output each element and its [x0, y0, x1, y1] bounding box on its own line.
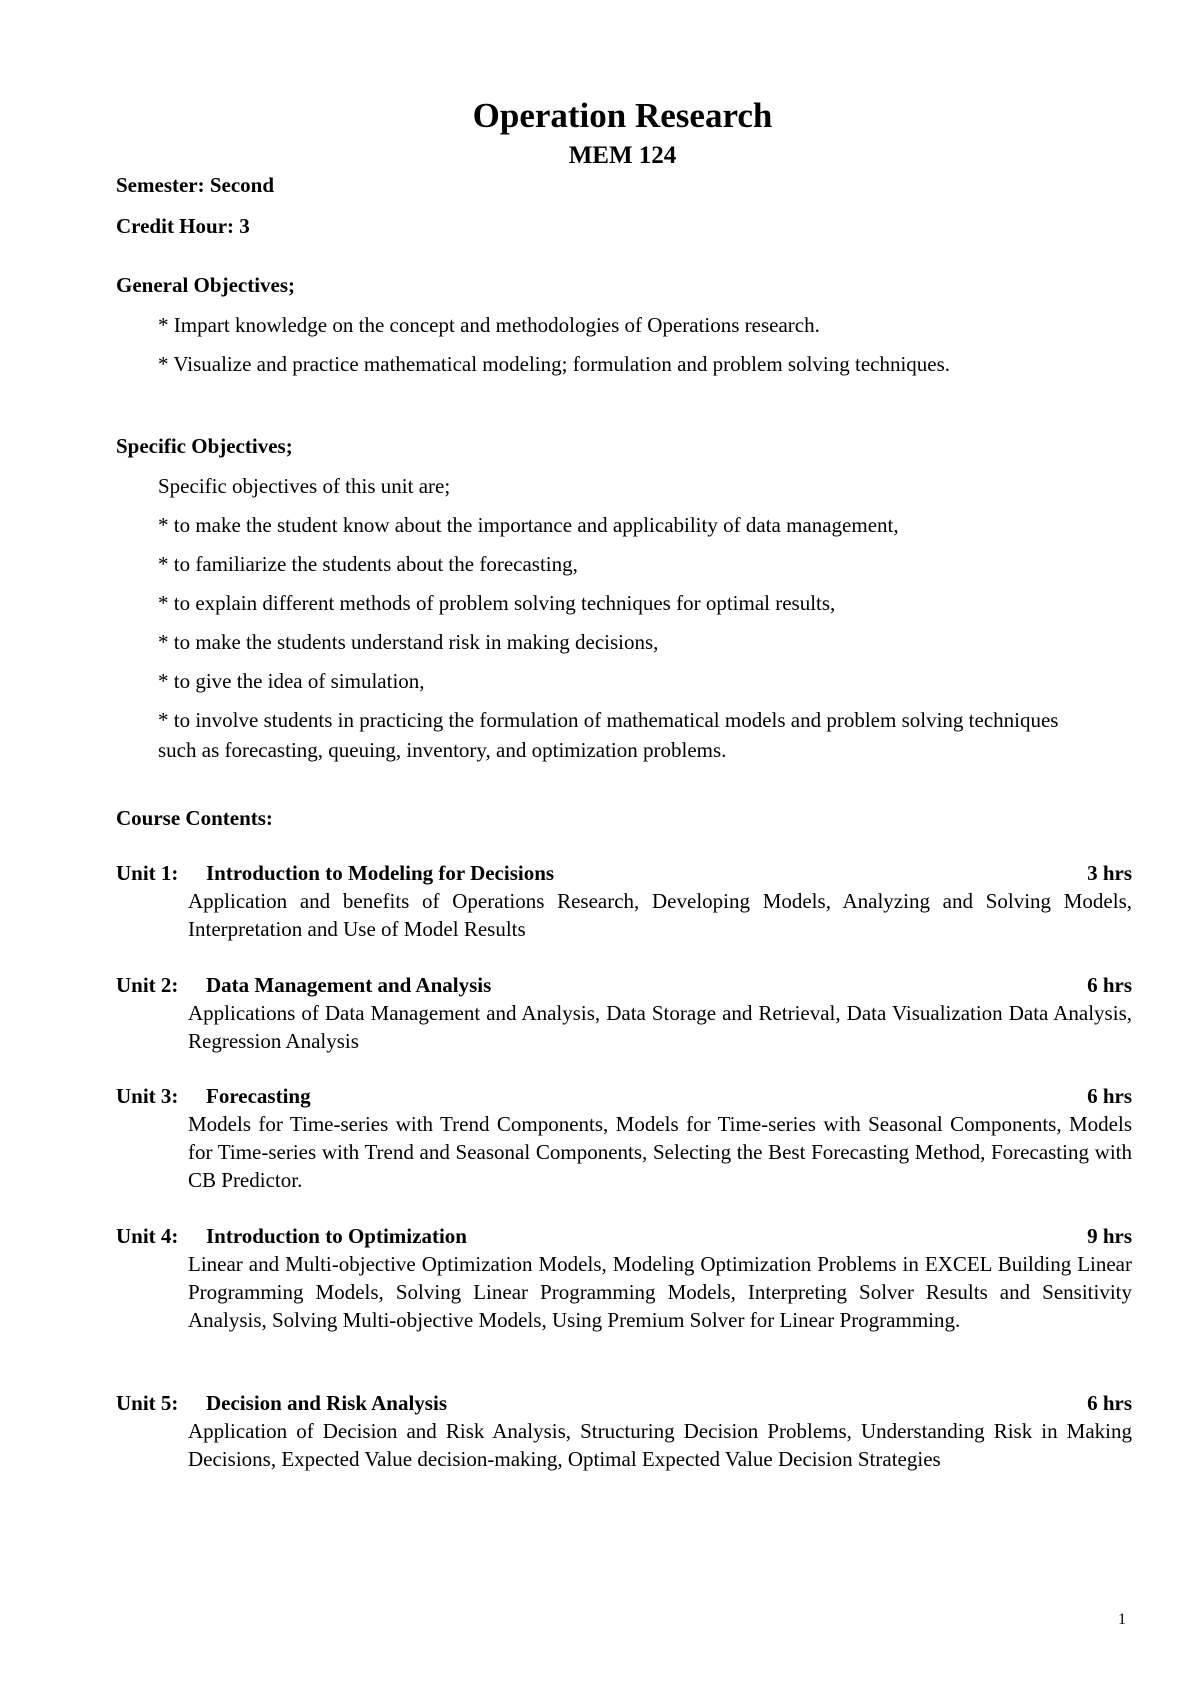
unit-title: Forecasting [206, 1084, 311, 1108]
unit-hours: 9 hrs [1087, 1224, 1132, 1248]
unit-label: Unit 4: [116, 1224, 179, 1248]
unit-hours: 6 hrs [1087, 1391, 1132, 1415]
unit-description: Models for Time-series with Trend Components, Models for Time-series with Seasonal Components, Models for Time-series with Trend and Seasonal Components, Selecting the Best Forecasting Method, Forecasting with CB Predictor. [188, 1112, 1132, 1192]
unit-header [116, 1389, 1132, 1417]
unit-hours: 6 hrs [1087, 1084, 1132, 1108]
general-objectives-heading: General Objectives; [116, 273, 296, 297]
unit-block [116, 1389, 1132, 1473]
unit-description: Application of Decision and Risk Analysis, Structuring Decision Problems, Understanding Risk in Making Decisions, Expected Value decision-making, Optimal Expected Value Decision Strategies [188, 1419, 1132, 1471]
unit-block [116, 1222, 1132, 1334]
page-title: Operation Research [472, 96, 773, 135]
general-objective-item: * Impart knowledge on the concept and methodologies of Operations research. [158, 313, 820, 337]
page-number: 1 [1118, 1611, 1126, 1628]
unit-block [116, 1082, 1132, 1194]
unit-description: Linear and Multi-objective Optimization Models, Modeling Optimization Problems in EXCEL Building Linear Programming Models, Solving Linear Programming Models, Interpreting Solver Results and Sensitivity Analysis, Solving Multi-objective Models, Using Premium Solver for Linear Programming. [188, 1252, 1132, 1332]
unit-label: Unit 1: [116, 861, 179, 885]
specific-objective-item: * to give the idea of simulation, [158, 669, 425, 693]
course-contents-heading: Course Contents: [116, 806, 273, 830]
general-objective-item: * Visualize and practice mathematical modeling; formulation and problem solving techniques. [158, 352, 951, 376]
specific-objectives-heading: Specific Objectives; [116, 434, 293, 458]
unit-label: Unit 3: [116, 1084, 179, 1108]
unit-hours: 6 hrs [1087, 973, 1132, 997]
unit-label: Unit 2: [116, 973, 179, 997]
unit-title: Decision and Risk Analysis [206, 1391, 447, 1415]
unit-header [116, 1082, 1132, 1110]
course-code: MEM 124 [568, 142, 677, 169]
unit-hours: 3 hrs [1087, 861, 1132, 885]
specific-objective-item: * to make the student know about the importance and applicability of data management, [158, 513, 899, 537]
unit-title: Introduction to Modeling for Decisions [206, 861, 555, 885]
unit-description: Applications of Data Management and Analysis, Data Storage and Retrieval, Data Visualization Data Analysis, Regression Analysis [188, 1001, 1132, 1053]
unit-block [116, 859, 1132, 943]
unit-header [116, 859, 1132, 887]
specific-objective-item: * to make the students understand risk in making decisions, [158, 630, 659, 654]
unit-header [116, 1222, 1132, 1250]
unit-title: Introduction to Optimization [206, 1224, 467, 1248]
unit-header [116, 971, 1132, 999]
specific-objective-item: * to involve students in practicing the formulation of mathematical models and problem solving techniques such as forecasting, queuing, inventory, and optimization problems. [158, 708, 1059, 762]
semester-line: Semester: Second [116, 173, 275, 197]
unit-label: Unit 5: [116, 1391, 179, 1415]
credit-hour-line: Credit Hour: 3 [116, 214, 250, 238]
specific-objectives-intro: Specific objectives of this unit are; [158, 474, 451, 498]
specific-objective-item: * to explain different methods of problem solving techniques for optimal results, [158, 591, 836, 615]
specific-objective-item: * to familiarize the students about the forecasting, [158, 552, 578, 576]
unit-description: Application and benefits of Operations Research, Developing Models, Analyzing and Solving Models, Interpretation and Use of Model Results [188, 889, 1132, 941]
unit-title: Data Management and Analysis [206, 973, 492, 997]
unit-block [116, 971, 1132, 1055]
